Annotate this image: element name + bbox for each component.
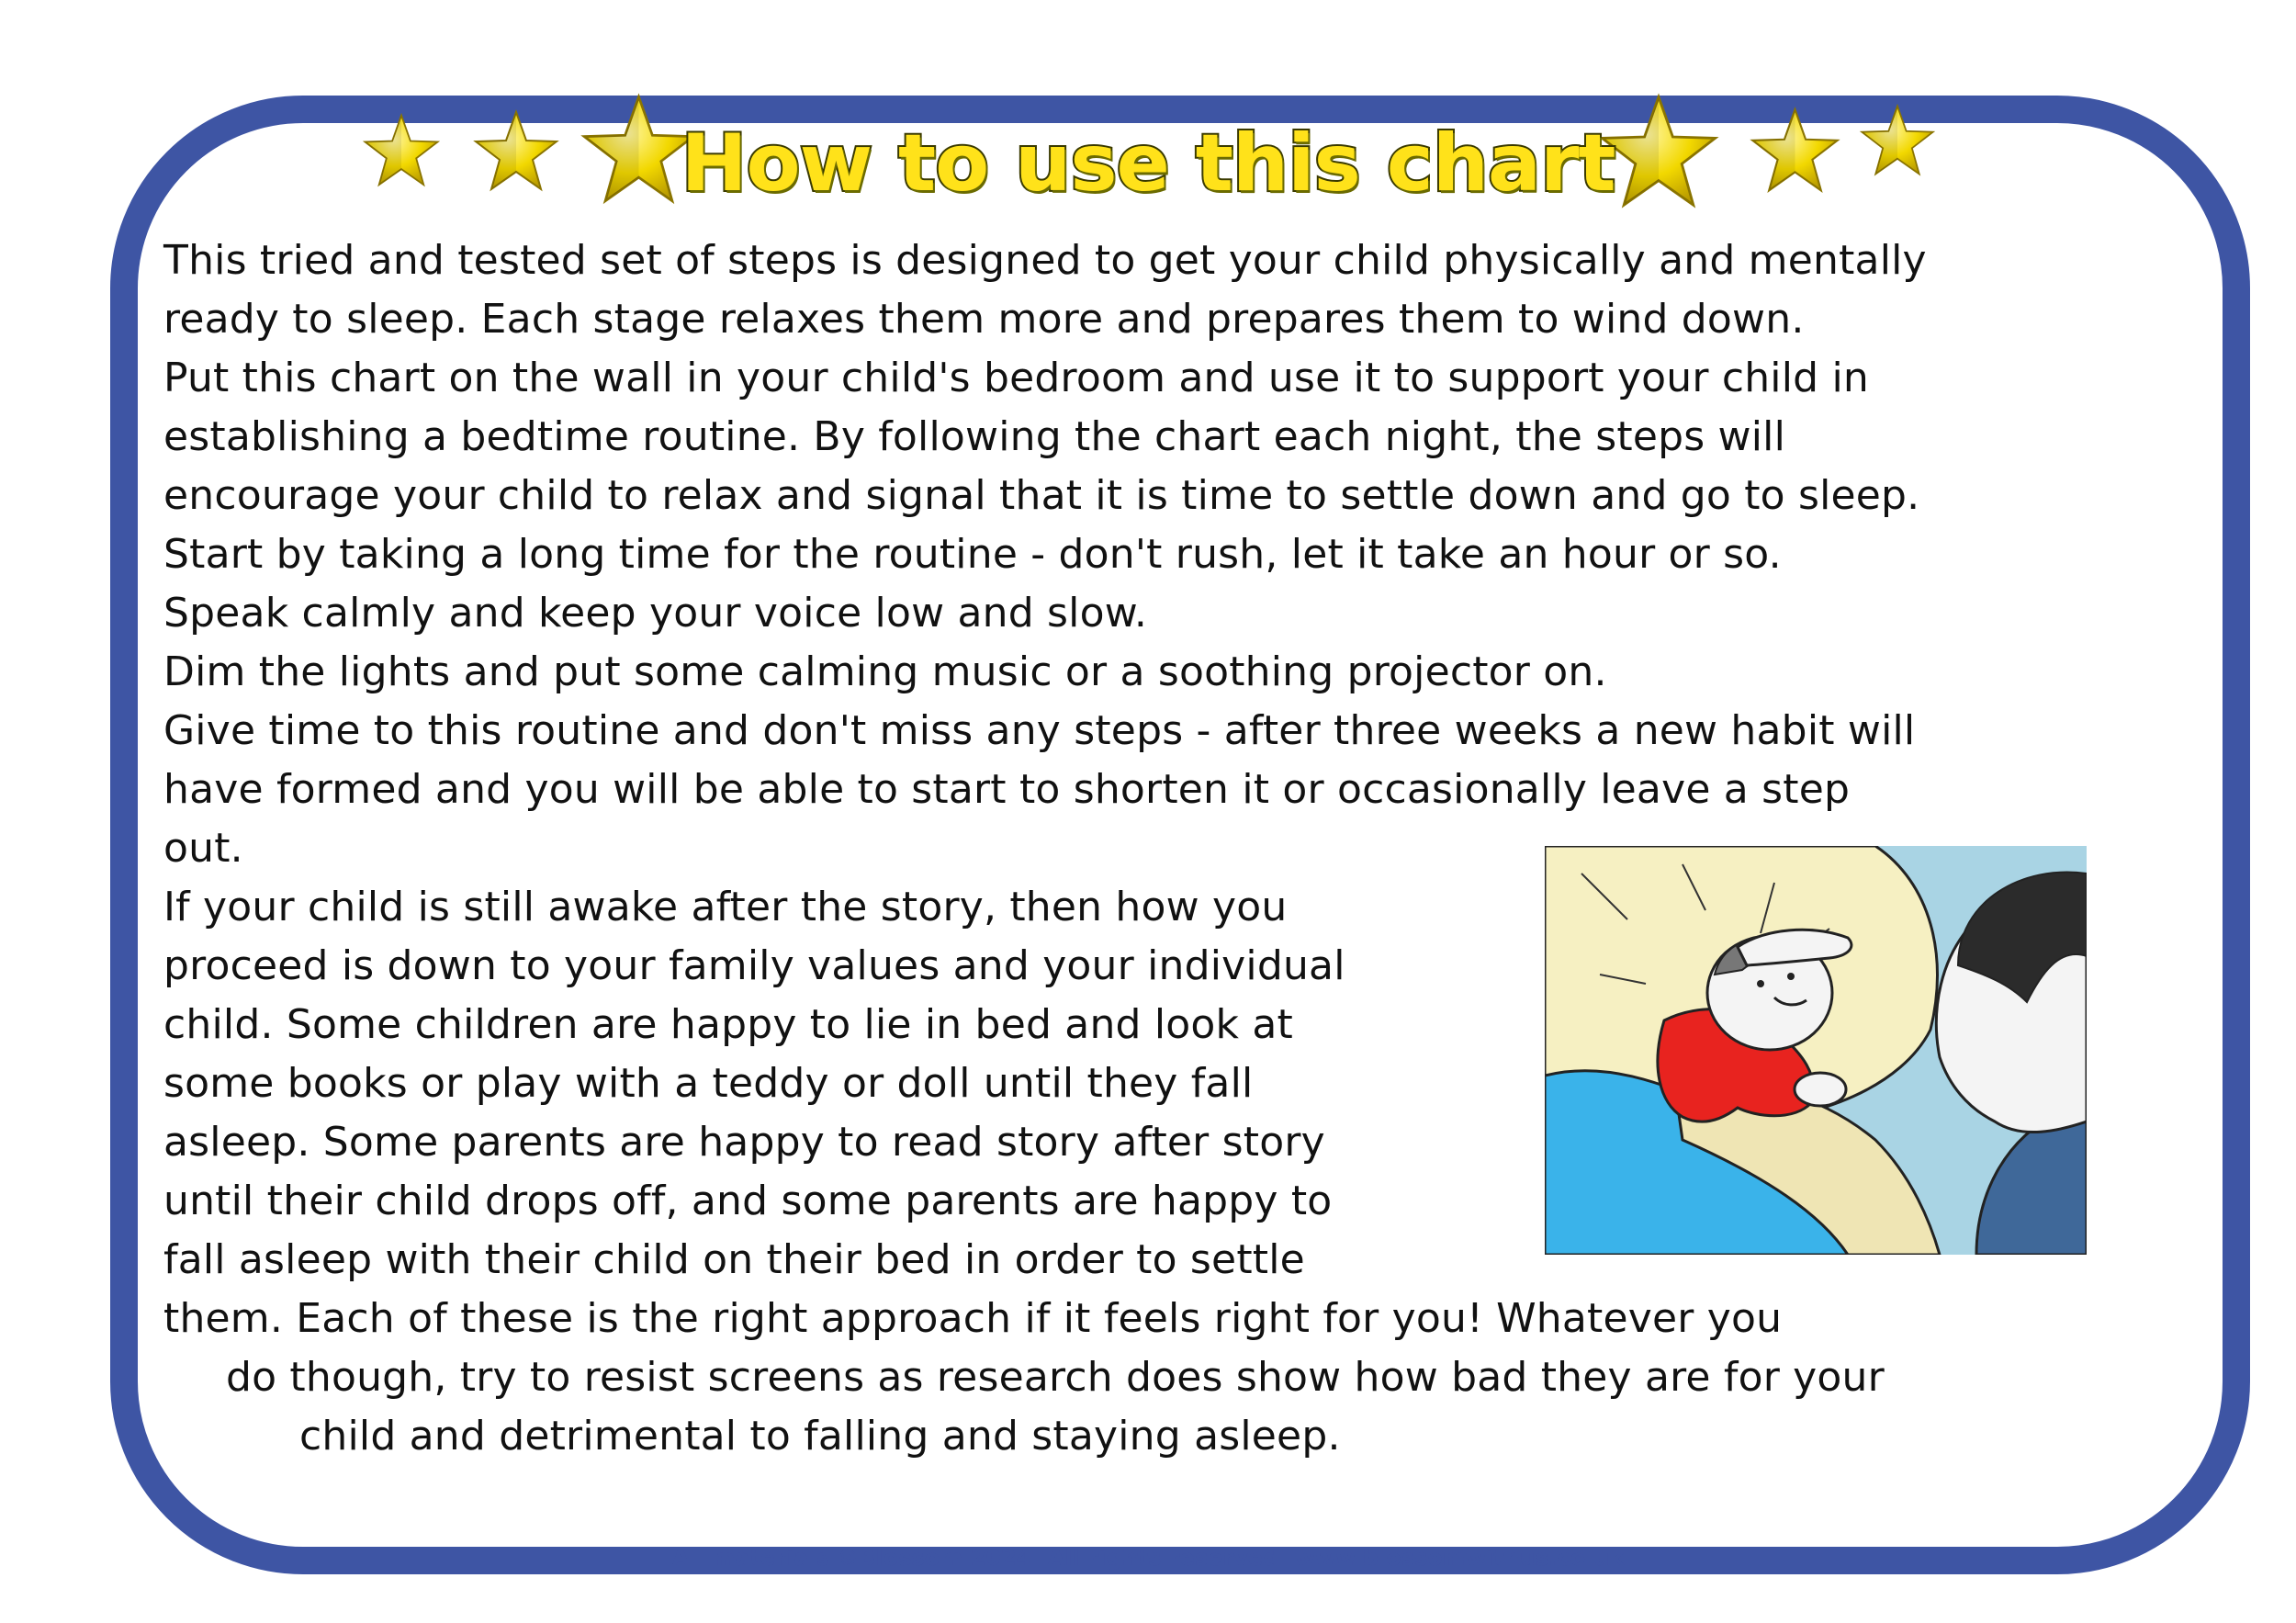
paragraph-line: proceed is down to your family values and your individual [163,942,1345,989]
paragraph-line: some books or play with a teddy or doll until they fall [163,1060,1254,1107]
paragraph-line: fall asleep with their child on their bed in order to settle [163,1236,1305,1283]
paragraph-line: have formed and you will be able to start to shorten it or occasionally leave a step [163,766,1851,813]
paragraph-line: Give time to this routine and don't miss any steps - after three weeks a new habit will [163,707,1916,754]
parent-child-bedtime-illustration [1545,846,2087,1255]
paragraph-line: Put this chart on the wall in your child's bedroom and use it to support your child in [163,355,1869,401]
paragraph-line: ready to sleep. Each stage relaxes them more and prepares them to wind down. [163,296,1805,343]
paragraph-line: asleep. Some parents are happy to read story after story [163,1119,1325,1166]
paragraph-line: Dim the lights and put some calming music or a soothing projector on. [163,648,1607,695]
paragraph-line: until their child drops off, and some parents are happy to [163,1178,1333,1224]
paragraph-line: do though, try to resist screens as research does show how bad they are for your [226,1354,1885,1401]
paragraph-line: This tried and tested set of steps is designed to get your child physically and mentally [163,237,1927,284]
paragraph-line: encourage your child to relax and signal that it is time to settle down and go to sleep. [163,472,1920,519]
page-title: How to use this chart [681,118,1615,209]
star-icon [1857,103,1938,184]
paragraph-line: Speak calmly and keep your voice low and slow. [163,590,1148,637]
paragraph-line: them. Each of these is the right approach if it feels right for you! Whatever you [163,1295,1783,1342]
paragraph-line: establishing a bedtime routine. By following the chart each night, the steps will [163,413,1785,460]
footer-copyright: All materials ©Blossom 2024. All rights reserved. www.blossomwithus.co.uk [671,1545,1625,1571]
paragraph-line: out. [163,825,243,872]
star-icon [1747,106,1843,202]
star-icon [470,108,562,200]
bedtime-illustration [1545,846,2087,1255]
paragraph-line: child and detrimental to falling and staying asleep. [299,1413,1341,1460]
paragraph-line: child. Some children are happy to lie in bed and look at [163,1001,1293,1048]
paragraph-line: Start by taking a long time for the routine - don't rush, let it take an hour or so. [163,531,1782,578]
star-icon [360,112,443,195]
paragraph-line: If your child is still awake after the story, then how you [163,884,1288,930]
